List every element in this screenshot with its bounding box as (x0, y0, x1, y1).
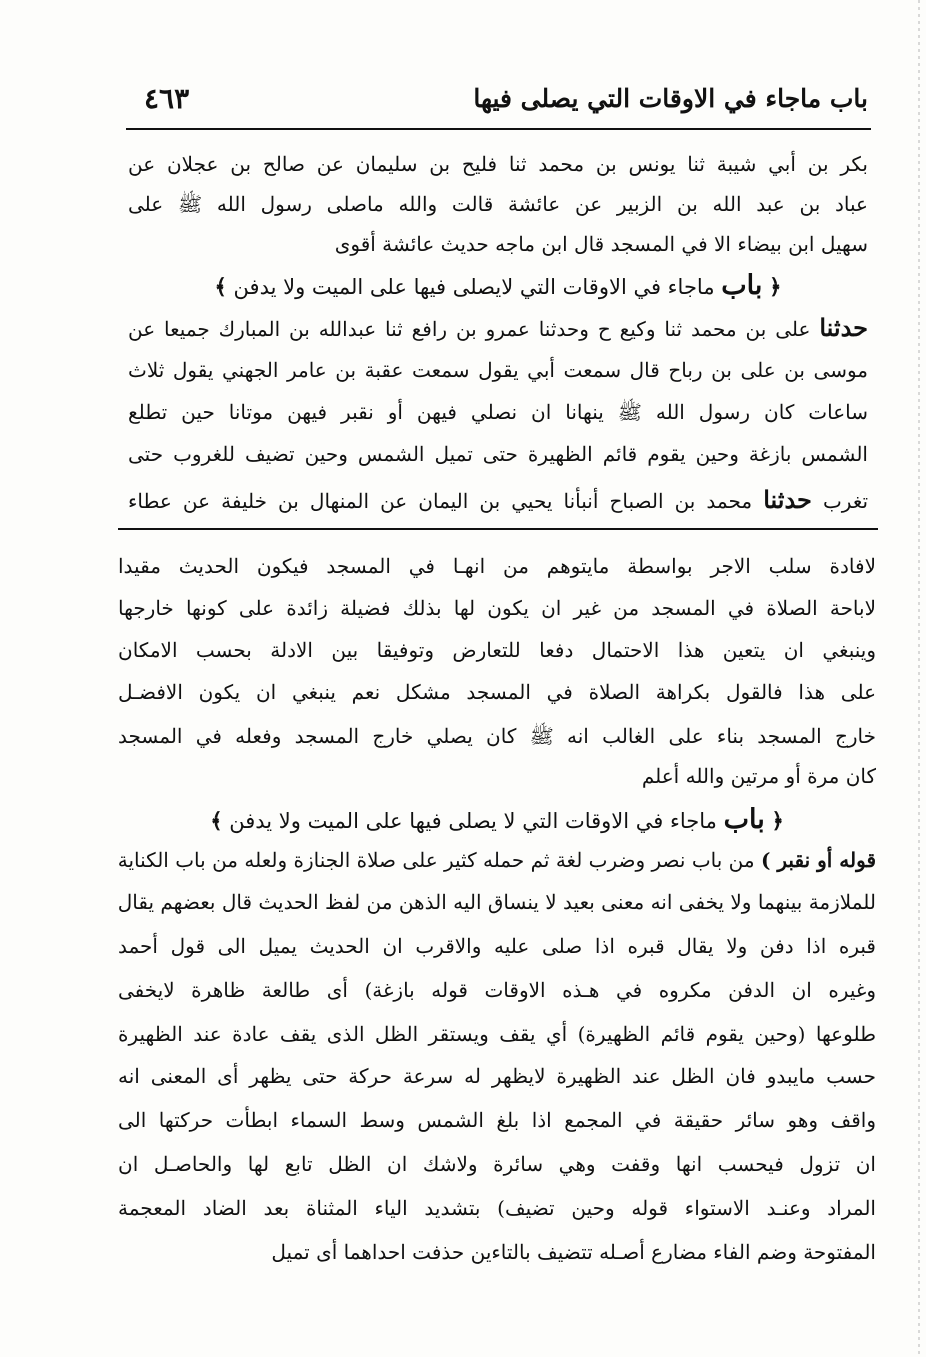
qawluhu-lemma: قوله أو نقبر ) (760, 848, 876, 872)
hadith-text-start: تغرب (822, 489, 868, 513)
section-divider (118, 528, 878, 530)
header-rule (126, 128, 871, 130)
ornament-close: ﴾ (214, 274, 227, 299)
running-header (128, 80, 868, 124)
text-line: عباد بن عبد الله بن الزبير عن عائشة قالت والله ماصلى رسول الله ﷺ على (128, 192, 868, 216)
sharh-line: المراد وعنـد الاستواء قوله وحين تضيف) بتشديد الياء المثناة بعد الضاد المعجمة (118, 1196, 876, 1220)
hadith-line: موسى بن على بن رباح قال سمعت أبي يقول سمعت عقبة بن عامر الجهني يقول ثلاث (128, 358, 868, 382)
hadith-line (128, 480, 868, 520)
commentary-line: كان مرة أو مرتين والله أعلم (641, 764, 876, 788)
sharh-line: ان تزول فيحسب انها وقفت وهي سائرة ولاشك ان الظل تابع لها والحاصـل ان (118, 1152, 876, 1176)
scan-edge (918, 0, 920, 1357)
bab-word: باب (723, 804, 765, 835)
commentary-line: على هذا فالقول بكراهة الصلاة في المسجد مشكل نعم ينبغي ان يكون الافضـل (118, 680, 876, 704)
chapter-heading (128, 266, 868, 306)
sharh-text: من باب نصر وضرب لغة ثم حمله كثير على صلاة الجنازة ولعله من باب الكناية (118, 848, 755, 872)
hadith-line: الشمس بازغة وحين يقوم قائم الظهيرة حتى تميل الشمس وحين تضيف للغروب حتى (128, 442, 868, 466)
hadith-line (128, 308, 868, 348)
hadith-text: محمد بن الصباح أنبأنا يحيي بن اليمان عن المنهال بن خليفة عن عطاء (128, 489, 753, 513)
matn-section (128, 144, 868, 528)
text-line: سهيل ابن بيضاء الا في المسجد قال ابن ماجه حديث عائشة أقوى (334, 232, 868, 256)
sharh-line: للملازمة بينهما ولا يخفى انه معنى بعيد لا ينساق اليه الذهن من لفظ الحديث قال بعضهم يقال (118, 890, 876, 914)
sharh-line: واقف وهو سائر حقيقة في المجمع اذا بلغ الشمس وسط السماء ابطأت حركتها الى (118, 1108, 876, 1132)
heading-text: ماجاء في الاوقات التي لايصلى فيها على الميت ولا يدفن (233, 275, 715, 299)
hadith-line: ساعات كان رسول الله ﷺ ينهانا ان نصلي فيهن أو نقبر فيهن موتانا حين تطلع (128, 400, 868, 424)
heading-text: ماجاء في الاوقات التي لا يصلى فيها على الميت ولا يدفن (229, 809, 717, 833)
commentary-line: وينبغي ان يتعين هذا الاحتمال دفعا للتعارض وتوفيقا بين الادلة بحسب الامكان (118, 638, 876, 662)
commentary-line: لافادة سلب الاجر بواسطة مايتوهم من انهـا في المسجد فيكون الحديث مقيدا (118, 554, 876, 578)
haddathana-word: حدثنا (763, 485, 812, 514)
ornament-close: ﴾ (210, 808, 223, 833)
page-number: ٤٦٣ (144, 82, 190, 115)
hadith-text: على بن محمد ثنا وكيع ح وحدثنا عمرو بن رافع ثنا عبدالله بن المبارك جميعا عن (128, 317, 811, 341)
ornament-open: ﴿ (769, 274, 782, 299)
header-title: باب ماجاء في الاوقات التي يصلى فيها (473, 84, 868, 113)
bab-word: باب (721, 270, 763, 301)
sharh-line: قبره اذا دفن ولا يقال قبره اذا صلى عليه والاقرب ان الحديث يميل الى قول أحمد (118, 934, 876, 958)
commentary-line: لاباحة الصلاة في المسجد من غير ان يكون لها بذلك فضيلة زائدة على كونها خارجها (118, 596, 876, 620)
commentary-section (118, 546, 876, 1346)
text-line: بكر بن أبي شيبة ثنا يونس بن محمد ثنا فليح بن سليمان عن صالح بن عجلان عن (128, 152, 868, 176)
sharh-line (118, 840, 876, 880)
haddathana-word: حدثنا (819, 313, 868, 342)
commentary-line: خارج المسجد بناء على الغالب انه ﷺ كان يصلي خارج المسجد وفعله في المسجد (118, 724, 876, 748)
sharh-line: وغيره ان الدفن مكروه في هـذه الاوقات قوله بازغة) أى طالعة ظاهرة لايخفى (118, 978, 876, 1002)
chapter-heading (118, 800, 876, 840)
ornament-open: ﴿ (771, 808, 784, 833)
sharh-line: المفتوحة وضم الفاء مضارع أصـله تتضيف بالتاءين حذفت احداهما أى تميل (271, 1240, 876, 1264)
sharh-line: طلوعها (وحين يقوم قائم الظهيرة) أي يقف ويستقر الظل الذى يقف عادة عند الظهيرة (118, 1022, 876, 1046)
sharh-line: حسب مايبدو فان الظل عند الظهيرة لايظهر له سرعة حركة حتى يظهر أى المعنى انه (118, 1064, 876, 1088)
